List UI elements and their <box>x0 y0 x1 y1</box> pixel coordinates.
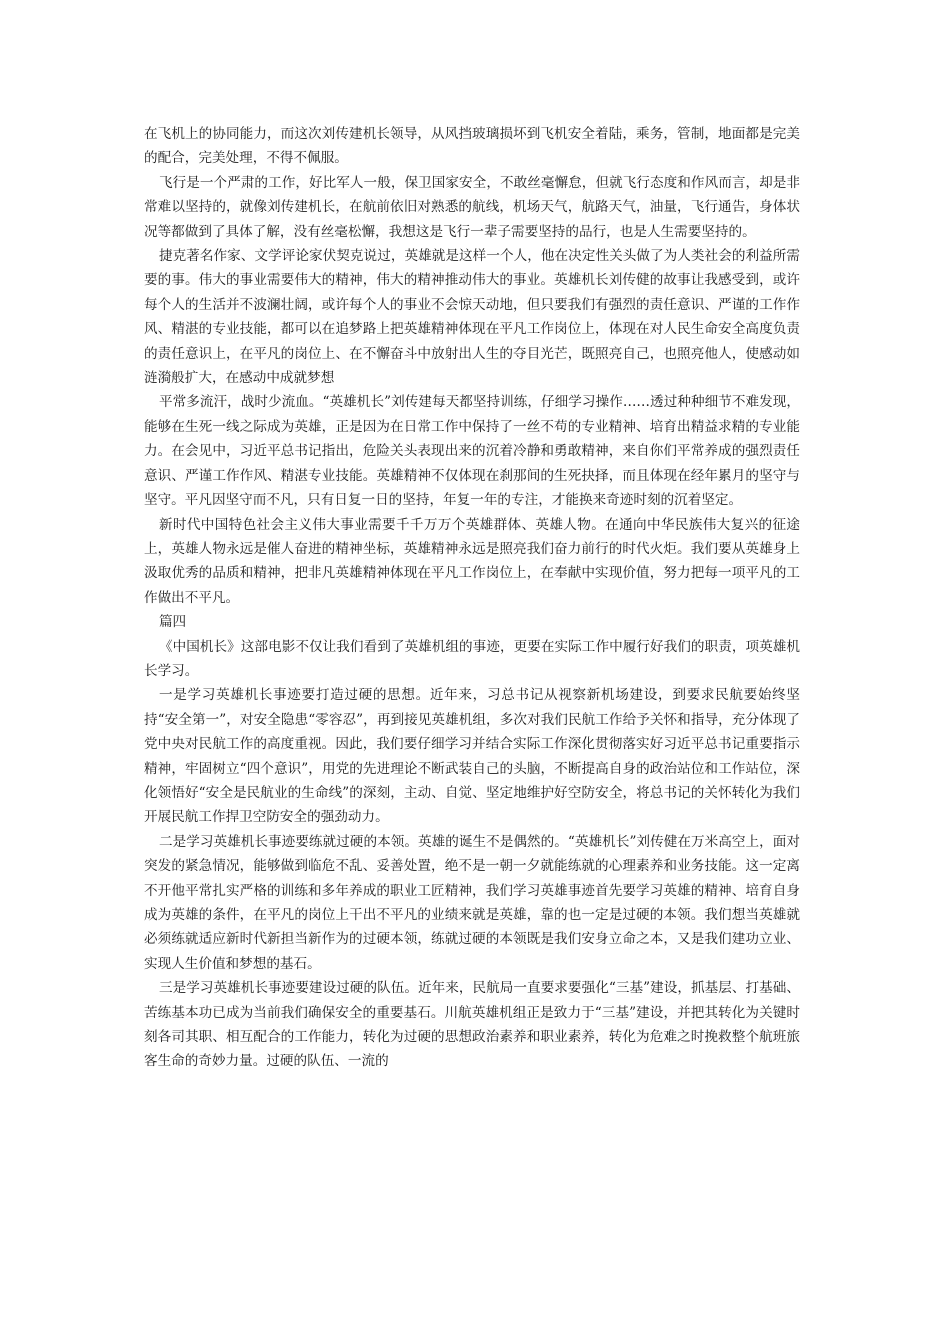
section-heading: 篇四 <box>158 614 187 631</box>
body-paragraph: 在飞机上的协同能力，而这次刘传建机长领导，从风挡玻璃损坏到飞机安全着陆，乘务，管制，地面都是完美的配合，完美处理，不得不佩服。 <box>144 126 800 167</box>
body-paragraph: 平常多流汗，战时少流血。“英雄机长”刘传建每天都坚持训练，仔细学习操作……透过种种细节不难发现，能够在生死一线之际成为英雄，正是因为在日常工作中保持了一丝不苟的专业精神、培育出精益求精的专业能力。在会见中，习近平总书记指出，危险关头表现出来的沉着冷静和勇敢精神，来自你们平常养成的强烈责任意识、严谨工作作风、精湛专业技能。英雄精神不仅体现在刹那间的生死抉择，而且体现在经年累月的坚守与坚守。平凡因坚守而不凡，只有日复一日的坚持，年复一年的专注，才能换来奇迹时刻的沉着坚定。 <box>144 394 800 509</box>
body-paragraph: 新时代中国特色社会主义伟大事业需要千千万万个英雄群体、英雄人物。在通向中华民族伟大复兴的征途上，英雄人物永远是催人奋进的精神坐标，英雄精神永远是照亮我们奋力前行的时代火炬。我们要从英雄身上汲取优秀的品质和精神，把非凡英雄精神体现在平凡工作岗位上，在奉献中实现价值，努力把每一项平凡的工作做出不平凡。 <box>144 516 800 606</box>
body-paragraph: 一是学习英雄机长事迹要打造过硬的思想。近年来，习总书记从视察新机场建设，到要求民航要始终坚持“安全第一”，对安全隐患“零容忍”，再到接见英雄机组，多次对我们民航工作给予关怀和指导，充分体现了党中央对民航工作的高度重视。因此，我们要仔细学习并结合实际工作深化贯彻落实好习近平总书记重要指示精神，牢固树立“四个意识”，用党的先进理论不断武装自己的头脑，不断提高自身的政治站位和工作站位，深化领悟好“安全是民航业的生命线”的深刻，主动、自觉、坚定地维护好空防安全，将总书记的关怀转化为我们开展民航工作捍卫空防安全的强劲动力。 <box>144 687 800 826</box>
body-paragraph: 三是学习英雄机长事迹要建设过硬的队伍。近年来，民航局一直要求要强化“三基”建设，抓基层、打基础、苦练基本功已成为当前我们确保安全的重要基石。川航英雄机组正是致力于“三基”建设，并把其转化为关键时刻各司其职、相互配合的工作能力，转化为过硬的思想政治素养和职业素养，转化为危难之时挽救整个航班旅客生命的奇妙力量。过硬的队伍、一流的 <box>144 980 800 1070</box>
body-paragraph: 飞行是一个严肃的工作，好比军人一般，保卫国家安全，不敢丝毫懈怠，但就飞行态度和作风而言，却是非常难以坚持的，就像刘传建机长，在航前依旧对熟悉的航线，机场天气，航路天气，油量，飞行通告，身体状况等都做到了具体了解，没有丝毫松懈，我想这是飞行一辈子需要坚持的品行，也是人生需要坚持的。 <box>144 174 800 240</box>
body-paragraph: 二是学习英雄机长事迹要练就过硬的本领。英雄的诞生不是偶然的。“英雄机长”刘传健在万米高空上，面对突发的紧急情况，能够做到临危不乱、妥善处置，绝不是一朝一夕就能练就的心理素养和业务技能。这一定离不开他平常扎实严格的训练和多年养成的职业工匠精神，我们学习英雄事迹首先要学习英雄的精神、培育自身成为英雄的条件，在平凡的岗位上干出不平凡的业绩来就是英雄，靠的也一定是过硬的本领。我们想当英雄就必须练就适应新时代新担当新作为的过硬本领，练就过硬的本领既是我们安身立命之本，又是我们建功立业、实现人生价值和梦想的基石。 <box>144 833 800 972</box>
body-paragraph: 捷克著名作家、文学评论家伏契克说过，英雄就是这样一个人，他在决定性关头做了为人类社会的利益所需要的事。伟大的事业需要伟大的精神，伟大的精神推动伟大的事业。英雄机长刘传健的故事让我感受到，或许每个人的生活并不波澜壮阔，或许每个人的事业不会惊天动地，但只要我们有强烈的责任意识、严谨的工作作风、精湛的专业技能，都可以在追梦路上把英雄精神体现在平凡工作岗位上，体现在对人民生命安全高度负责的责任意识上，在平凡的岗位上、在不懈奋斗中放射出人生的夺目光芒，既照亮自己，也照亮他人，使感动如涟漪般扩大，在感动中成就梦想 <box>144 248 800 387</box>
document-page <box>144 122 800 1074</box>
body-paragraph: 《中国机长》这部电影不仅让我们看到了英雄机组的事迹，更要在实际工作中履行好我们的职责，项英雄机长学习。 <box>144 638 800 679</box>
